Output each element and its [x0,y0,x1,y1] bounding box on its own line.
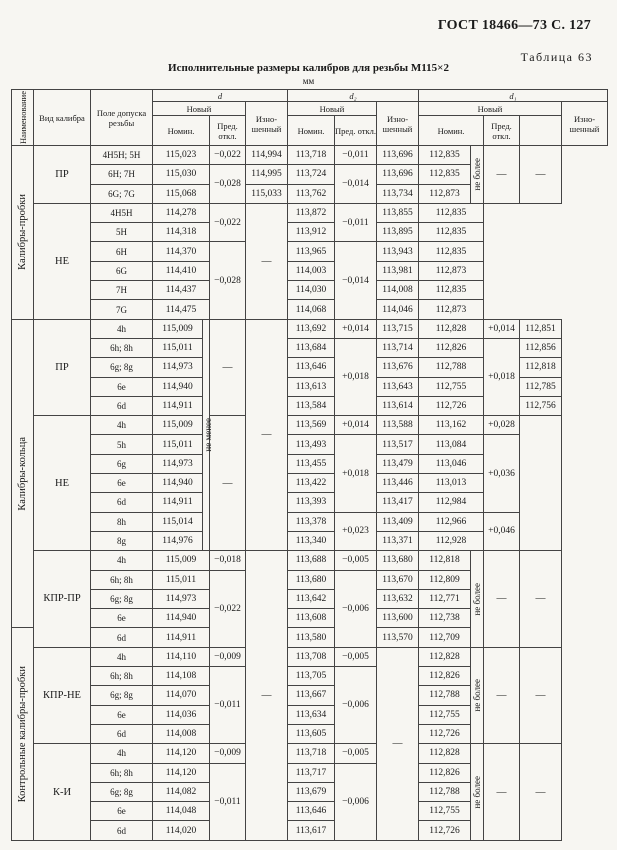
d2-worn: 113,696 [377,165,419,184]
header-d2-dev: Пред. откл. [335,116,377,146]
d2-worn: 113,981 [377,261,419,280]
tolerance-field: 6e [91,474,153,493]
d2-deviation: −0,006 [335,667,377,744]
d1-worn: 112,785 [520,377,562,396]
header-d2: d₂ [288,90,419,102]
d1-note-not-more [471,146,484,204]
d2-nominal: 113,613 [288,377,335,396]
d-nominal: 115,011 [153,570,210,589]
tolerance-field: 5H [91,223,153,242]
tolerance-field: 6G [91,261,153,280]
header-d2-nom: Номин. [288,116,335,146]
d-nominal: 114,940 [153,377,203,396]
d-nominal: 114,973 [153,358,203,377]
gauge-kind: НЕ [34,203,91,319]
d2-worn: 113,734 [377,184,419,203]
header-d-dev: Пред. откл. [210,116,246,146]
d-nominal: 114,278 [153,203,210,222]
d2-nominal: 113,422 [288,474,335,493]
tolerance-field: 4H5H [91,203,153,222]
tolerance-field: 4h [91,416,153,435]
d2-nominal: 113,718 [288,146,335,165]
d1-nominal: 112,835 [419,281,484,300]
d-note-not-less-text: не менее [203,418,213,452]
d1-worn-empty [520,416,562,551]
d-nominal: 114,318 [153,223,210,242]
d1-nominal: 112,835 [419,146,471,165]
d2-nominal: 113,617 [288,821,335,841]
d1-nominal: 112,835 [419,165,471,184]
document-header: ГОСТ 18466—73 С. 127 [437,18,591,33]
d-nominal: 115,023 [153,146,210,165]
d1-deviation-dash: — [484,744,520,841]
d2-worn: 113,614 [377,396,419,415]
d1-nominal: 112,726 [419,396,484,415]
d1-note-not-more-text: не более [472,582,483,616]
group-label-text: Калибры-пробки [17,194,28,271]
d1-nominal: 112,755 [419,377,484,396]
d1-nominal: 112,809 [419,570,471,589]
d-deviation: −0,011 [210,763,246,841]
d2-nominal: 113,493 [288,435,335,454]
d2-worn: 114,046 [377,300,419,319]
d2-nominal: 113,378 [288,512,335,531]
table-row [12,281,608,300]
tolerance-field: 6d [91,821,153,841]
d2-nominal: 114,003 [288,261,335,280]
d1-note-not-more [471,744,484,841]
d2-nominal: 113,642 [288,589,335,608]
d1-note-not-more-text: не более [472,679,483,712]
d1-deviation: +0,018 [484,338,520,415]
d-worn-dash: — [246,319,288,551]
d1-nominal: 112,828 [419,647,471,666]
tolerance-field: 6d [91,628,153,647]
d1-nominal: 112,873 [419,184,471,203]
d-nominal: 114,020 [153,821,210,841]
d-worn: 114,994 [246,146,288,165]
d2-nominal: 113,679 [288,782,335,801]
d-deviation: −0,018 [210,551,246,570]
d1-nominal: 112,726 [419,724,471,743]
d2-nominal: 113,340 [288,531,335,550]
d2-deviation: +0,014 [335,319,377,338]
d1-nominal: 112,788 [419,358,484,377]
d2-nominal: 113,646 [288,358,335,377]
d1-nominal: 112,755 [419,705,471,724]
tolerance-field: 7G [91,300,153,319]
d2-worn: 113,643 [377,377,419,396]
d1-nominal: 112,826 [419,763,471,782]
d-deviation: −0,028 [210,165,246,204]
d2-nominal: 113,965 [288,242,335,261]
header-d2-new: Новый [288,102,377,116]
tolerance-field: 6e [91,705,153,724]
tolerance-field: 7H [91,281,153,300]
d2-nominal: 113,584 [288,396,335,415]
gauge-kind: К-И [34,744,91,841]
d2-nominal: 113,667 [288,686,335,705]
d2-nominal: 113,705 [288,667,335,686]
d-deviation: −0,022 [210,146,246,165]
d-nominal: 115,068 [153,184,210,203]
d1-nominal: 112,828 [419,319,484,338]
d2-worn-dash: — [377,647,419,840]
d1-nominal: 112,928 [419,531,484,550]
d-deviation: −0,028 [210,242,246,319]
tolerance-field: 6H [91,242,153,261]
tolerance-field: 6h; 8h [91,570,153,589]
d2-worn: 113,670 [377,570,419,589]
d2-nominal: 113,718 [288,744,335,763]
tolerance-field: 4h [91,319,153,338]
d2-nominal: 113,762 [288,184,335,203]
d2-nominal: 113,569 [288,416,335,435]
d1-nominal: 112,835 [419,203,484,222]
d2-deviation: −0,005 [335,551,377,570]
d2-nominal: 113,455 [288,454,335,473]
d-nominal: 114,048 [153,802,210,821]
tolerance-field: 6g; 8g [91,686,153,705]
d1-nominal: 112,738 [419,609,471,628]
d2-deviation: −0,011 [335,203,377,242]
d2-worn: 113,715 [377,319,419,338]
d1-nominal: 112,966 [419,512,484,531]
d-nominal: 115,011 [153,338,203,357]
d1-worn-dash: — [520,647,562,743]
d2-deviation: +0,014 [335,416,377,435]
d2-deviation: −0,006 [335,763,377,841]
d-deviation: −0,022 [210,570,246,647]
header-kind: Вид калибра [34,90,91,146]
d2-deviation: −0,014 [335,165,377,204]
d-nominal: 115,030 [153,165,210,184]
d-nominal: 114,120 [153,763,210,782]
group-label [12,146,34,320]
header-d-new: Новый [153,102,246,116]
d2-nominal: 113,717 [288,763,335,782]
group-label-text: Контрольные калибры-пробки [17,666,28,803]
d1-worn-dash: — [520,146,562,204]
d-nominal: 114,976 [153,531,203,550]
tolerance-field: 4h [91,744,153,763]
d2-nominal: 114,068 [288,300,335,319]
gauge-kind: ПР [34,146,91,204]
d1-deviation-dash: — [484,647,520,743]
gauge-kind: КПР-НЕ [34,647,91,743]
tolerance-field: 8g [91,531,153,550]
d-nominal: 115,009 [153,551,210,570]
d-nominal: 114,940 [153,474,203,493]
d1-deviation: +0,036 [484,435,520,512]
tolerance-field: 6g [91,454,153,473]
d-nominal: 114,973 [153,589,210,608]
d1-deviation: +0,046 [484,512,520,551]
header-d1-dev: Пред. откл. [484,116,520,146]
d-nominal: 114,070 [153,686,210,705]
gauge-dimensions-table [11,89,608,841]
d1-nominal: 112,709 [419,628,471,647]
d2-deviation: −0,014 [335,242,377,319]
d2-nominal: 113,680 [288,570,335,589]
d2-worn: 113,895 [377,223,419,242]
table-title: Исполнительные размеры калибров для резьбы М115×2 [168,62,449,74]
d2-nominal: 113,646 [288,802,335,821]
table-row [12,435,608,454]
header-row-1 [12,90,608,102]
d1-worn: 112,851 [520,319,562,338]
d2-worn: 114,008 [377,281,419,300]
d-nominal: 114,437 [153,281,210,300]
d-nominal: 115,011 [153,435,203,454]
d-deviation: −0,011 [210,667,246,744]
gauge-kind: КПР-ПР [34,551,91,647]
table-row [12,261,608,280]
d1-worn: 112,818 [520,358,562,377]
d2-nominal: 114,030 [288,281,335,300]
unit-label: мм [302,76,315,86]
header-tolerance: Поле допуска резьбы [91,90,153,146]
d2-deviation: −0,011 [335,146,377,165]
table-row [12,338,608,357]
table-row [12,300,608,319]
d1-nominal: 112,755 [419,802,471,821]
header-d-nom: Номин. [153,116,210,146]
d1-deviation-dash: — [484,146,520,204]
d2-nominal: 113,684 [288,338,335,357]
d1-nominal: 112,828 [419,744,471,763]
group-label-text: Калибры-кольца [17,436,28,511]
d-deviation: −0,009 [210,647,246,666]
d1-deviation-dash: — [484,551,520,647]
d2-worn: 113,714 [377,338,419,357]
header-d1: d₁ [419,90,608,102]
tolerance-field: 4h [91,647,153,666]
table-row [12,647,608,666]
d-worn-dash: — [246,203,288,319]
d1-deviation: +0,028 [484,416,520,435]
d2-deviation: +0,018 [335,435,377,512]
tolerance-field: 6e [91,609,153,628]
d2-worn: 113,943 [377,242,419,261]
tolerance-field: 4h [91,551,153,570]
d2-worn: 113,479 [377,454,419,473]
d1-nominal: 112,826 [419,667,471,686]
table-row [12,242,608,261]
gauge-kind: ПР [34,319,91,415]
group-label [12,628,34,841]
d-nominal: 114,911 [153,396,203,415]
d-nominal: 114,370 [153,242,210,261]
tolerance-field: 6d [91,493,153,512]
d1-nominal: 112,771 [419,589,471,608]
d1-nominal: 112,984 [419,493,484,512]
d1-nominal: 112,726 [419,821,471,841]
tolerance-field: 4H5H; 5H [91,146,153,165]
d2-worn: 113,570 [377,628,419,647]
d-nominal: 114,940 [153,609,210,628]
d2-nominal: 113,608 [288,609,335,628]
d-nominal: 114,008 [153,724,210,743]
d2-nominal: 113,634 [288,705,335,724]
gauge-kind: НЕ [34,416,91,551]
tolerance-field: 6e [91,802,153,821]
table-row [12,319,608,338]
d2-worn: 113,696 [377,146,419,165]
d1-note-not-more [471,551,484,647]
tolerance-field: 6e [91,377,153,396]
d1-nominal: 112,826 [419,338,484,357]
d-nominal: 114,475 [153,300,210,319]
d2-nominal: 113,688 [288,551,335,570]
d2-worn: 113,409 [377,512,419,531]
table-row [12,146,608,165]
d-nominal: 114,082 [153,782,210,801]
d2-deviation: −0,006 [335,570,377,647]
d-nominal: 114,110 [153,647,210,666]
d1-worn-dash: — [520,744,562,841]
tolerance-field: 5h [91,435,153,454]
d1-nominal: 112,788 [419,686,471,705]
d-nominal: 114,036 [153,705,210,724]
d2-deviation: +0,023 [335,512,377,551]
header-d1-new: Новый [419,102,562,116]
d-deviation-dash: — [210,319,246,415]
table-row [12,203,608,222]
d-nominal: 115,009 [153,416,203,435]
d1-nominal: 112,873 [419,300,484,319]
d2-worn: 113,371 [377,531,419,550]
header-d1-nom: Номин. [419,116,484,146]
d1-note-not-more-text: не более [472,158,483,191]
tolerance-field: 6d [91,396,153,415]
header-d-worn: Изно-шенный [246,102,288,146]
d-nominal: 114,108 [153,667,210,686]
d-nominal: 114,911 [153,493,203,512]
d-worn-dash: — [246,551,288,841]
d-nominal: 114,911 [153,628,210,647]
d2-nominal: 113,605 [288,724,335,743]
d2-nominal: 113,393 [288,493,335,512]
d1-nominal: 113,162 [419,416,484,435]
tolerance-field: 6d [91,724,153,743]
d2-nominal: 113,708 [288,647,335,666]
d2-deviation: +0,018 [335,338,377,415]
d2-worn: 113,632 [377,589,419,608]
d-nominal: 114,410 [153,261,210,280]
d-note-not-less [203,319,213,551]
d2-nominal: 113,692 [288,319,335,338]
d2-worn: 113,676 [377,358,419,377]
d2-worn: 113,417 [377,493,419,512]
d1-nominal: 112,873 [419,261,484,280]
d-nominal: 114,973 [153,454,203,473]
d-nominal: 115,009 [153,319,203,338]
tolerance-field: 6G; 7G [91,184,153,203]
d2-worn: 113,446 [377,474,419,493]
d1-deviation: +0,014 [484,319,520,338]
d-nominal: 114,120 [153,744,210,763]
d-deviation-dash: — [210,416,246,551]
tolerance-field: 8h [91,512,153,531]
d1-worn-dash: — [520,551,562,647]
d2-nominal: 113,724 [288,165,335,184]
d-nominal: 115,014 [153,512,203,531]
d1-nominal: 113,046 [419,454,484,473]
table-row [12,416,608,435]
d-worn: 114,995 [246,165,288,184]
d2-nominal: 113,912 [288,223,335,242]
d1-nominal: 112,818 [419,551,471,570]
d1-worn: 112,856 [520,338,562,357]
header-name: Наименование [12,90,34,146]
tolerance-field: 6g; 8g [91,358,153,377]
d2-deviation: −0,005 [335,647,377,666]
d1-nominal: 113,084 [419,435,484,454]
table-row [12,223,608,242]
tolerance-field: 6h; 8h [91,667,153,686]
d1-note-not-more [471,647,484,743]
d2-worn: 113,855 [377,203,419,222]
tolerance-field: 6H; 7H [91,165,153,184]
header-d2-worn: Изно-шенный [377,102,419,146]
d-worn: 115,033 [246,184,288,203]
d2-deviation: −0,005 [335,744,377,763]
d-deviation: −0,009 [210,744,246,763]
table-row [12,551,608,570]
d1-note-not-more-text: не более [472,775,483,809]
d1-worn: 112,756 [520,396,562,415]
d2-nominal: 113,872 [288,203,335,222]
d1-nominal: 112,788 [419,782,471,801]
d2-worn: 113,588 [377,416,419,435]
header-d: d [153,90,288,102]
tolerance-field: 6h; 8h [91,338,153,357]
table-row [12,512,608,531]
d1-nominal: 112,835 [419,223,484,242]
header-d1-worn: Изно-шенный [562,102,608,146]
table-body [12,146,608,841]
tolerance-field: 6g; 8g [91,589,153,608]
d1-nominal: 113,013 [419,474,484,493]
d2-nominal: 113,580 [288,628,335,647]
tolerance-field: 6g; 8g [91,782,153,801]
table-row [12,744,608,763]
d2-worn: 113,600 [377,609,419,628]
d1-nominal: 112,835 [419,242,484,261]
table-number: Таблица 63 [520,50,593,64]
d2-worn: 113,517 [377,435,419,454]
group-label [12,319,34,628]
tolerance-field: 6h; 8h [91,763,153,782]
d2-worn: 113,680 [377,551,419,570]
d-deviation: −0,022 [210,203,246,242]
